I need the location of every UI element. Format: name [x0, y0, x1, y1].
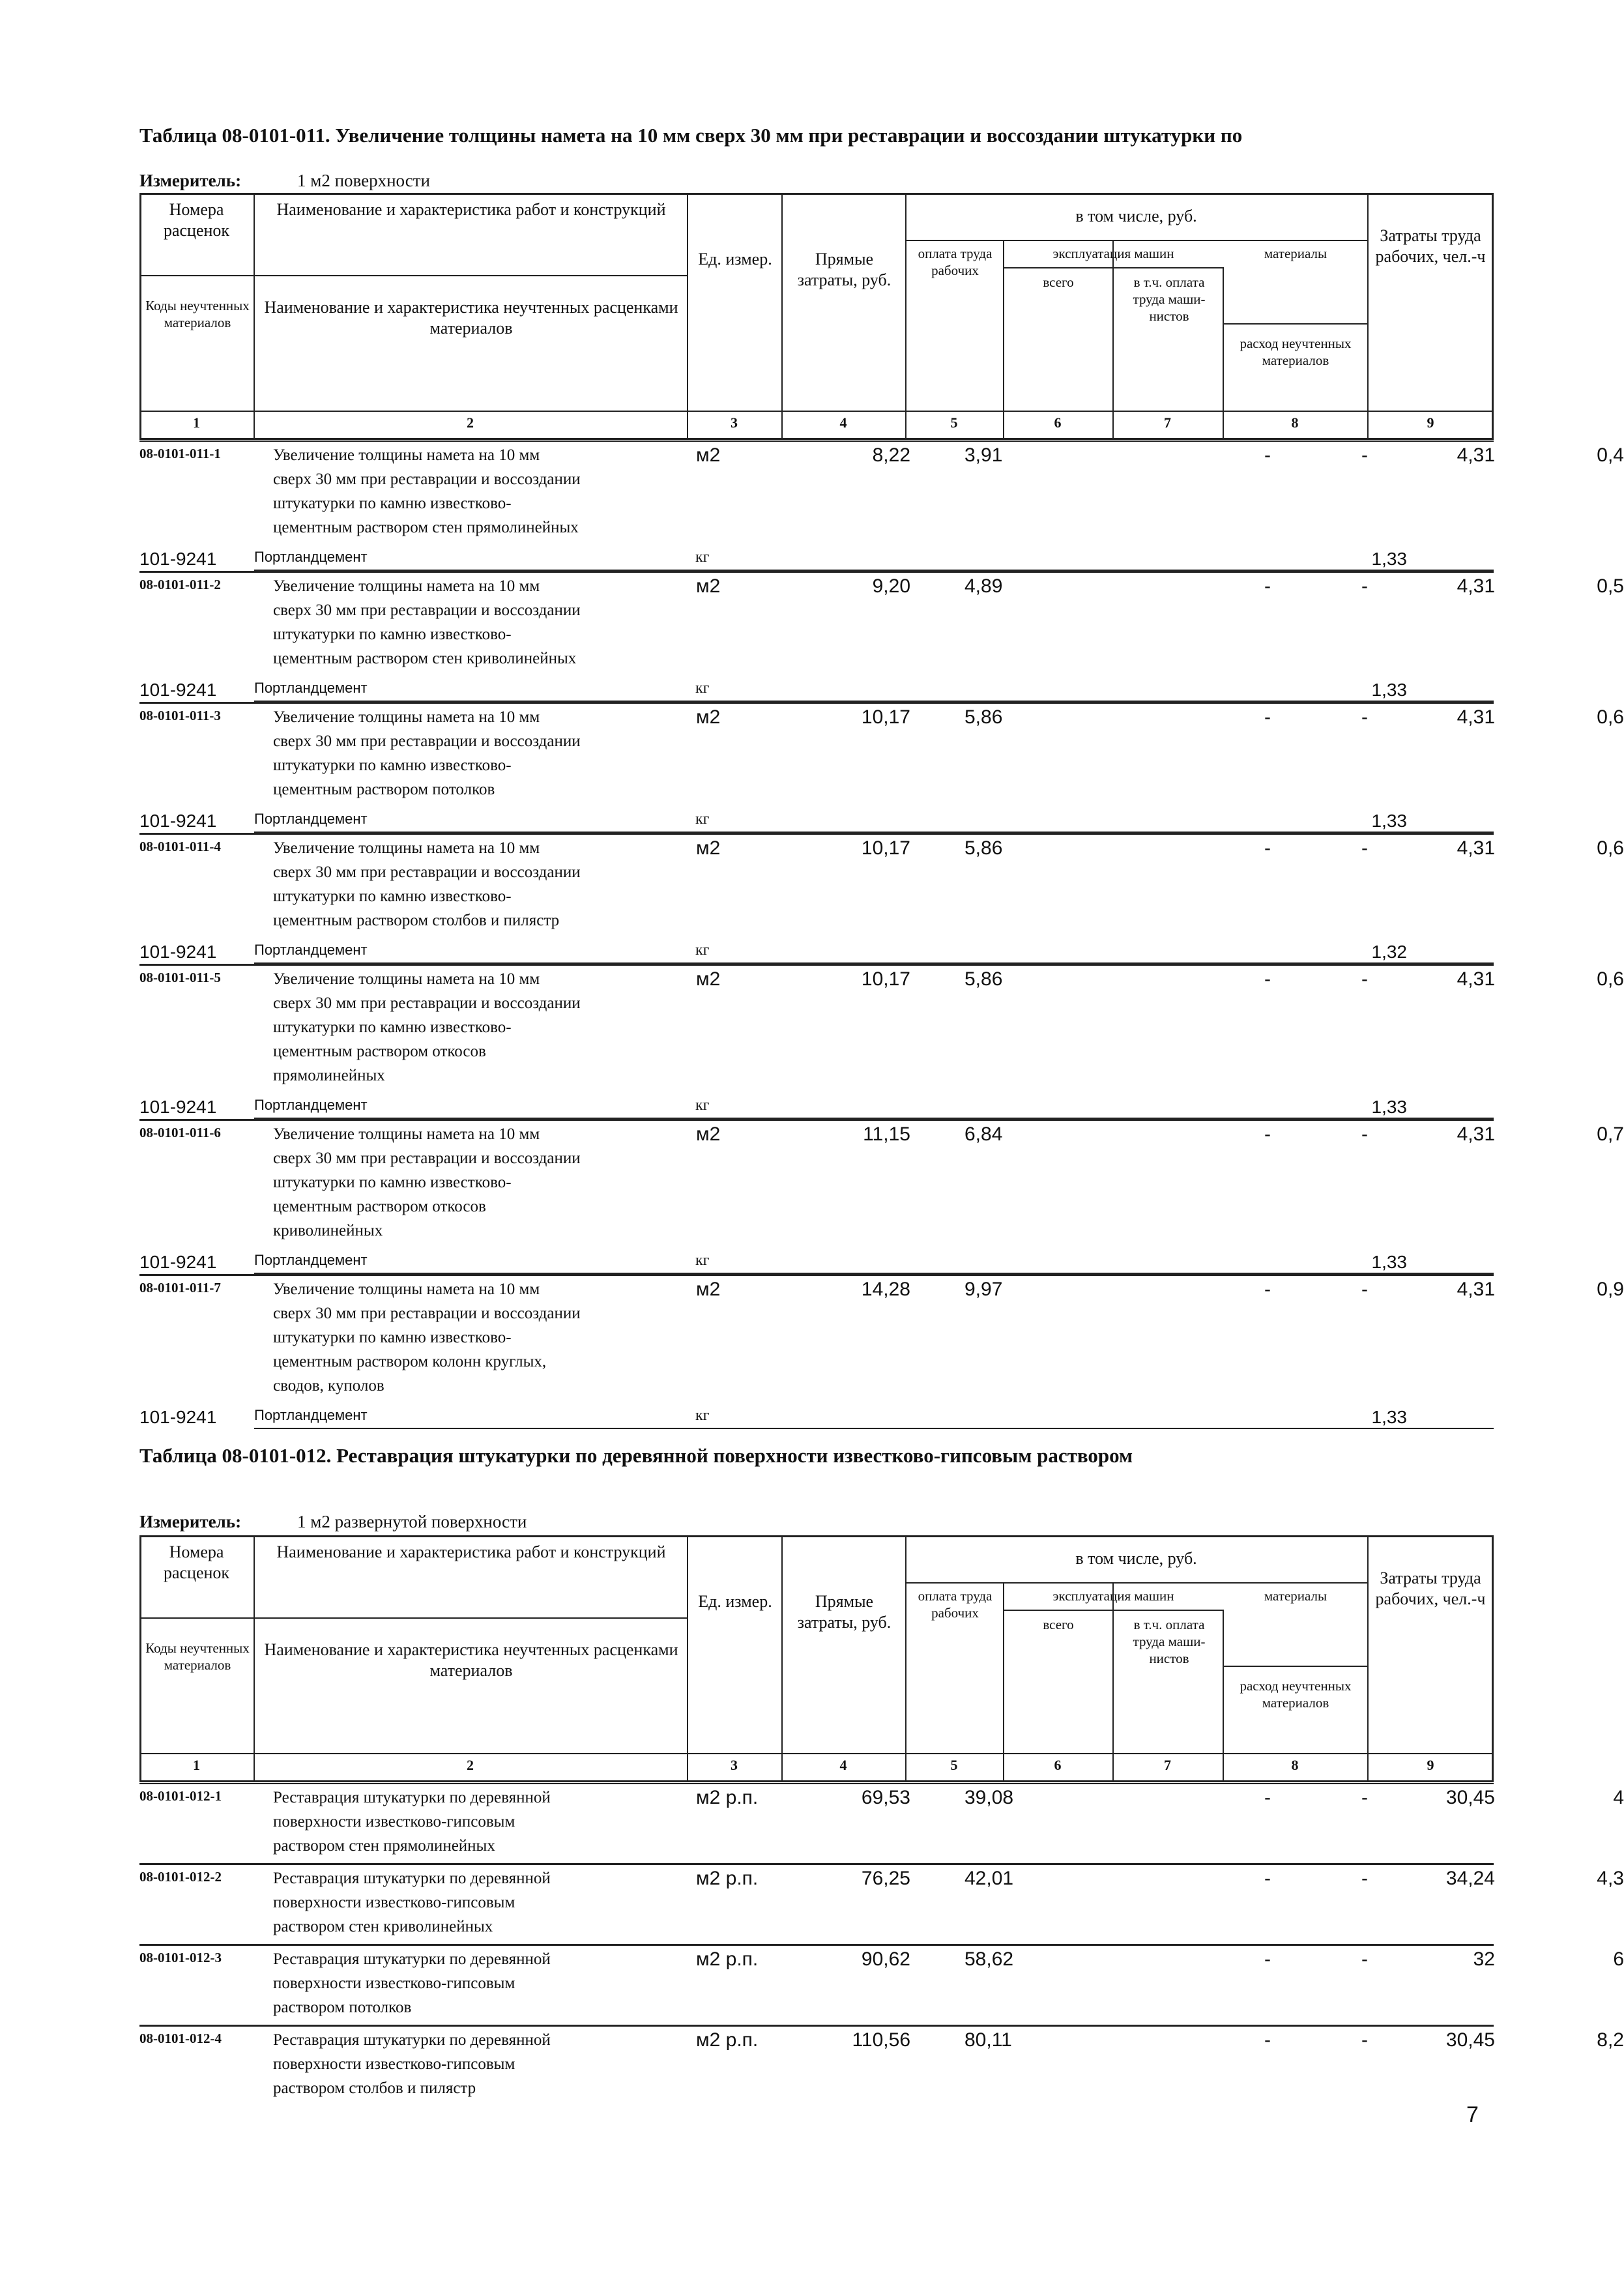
machine-total: -: [1264, 1787, 1271, 1808]
rate-row: [139, 571, 1624, 676]
materials-cost: 4,31: [1457, 444, 1495, 466]
unit: м2: [696, 575, 721, 597]
work-description: Увеличение толщины намета на 10 мм сверх 30 мм при реставрации и воссоздании штукатурки по камню известково- цементным раствором откосов прямолинейных: [273, 970, 581, 1084]
rate-code: 08-0101-011-6: [139, 1125, 221, 1140]
worker-pay: 58,62: [964, 1948, 1014, 1970]
operator-pay: -: [1361, 1279, 1368, 1300]
header-machine-total: всего: [1043, 274, 1074, 290]
rate-code: 08-0101-011-2: [139, 577, 221, 592]
direct-costs: 90,62: [861, 1948, 910, 1970]
header-work-name: Наименование и характеристика работ и конструкций: [276, 200, 666, 219]
operator-pay: -: [1361, 1948, 1368, 1970]
rate-row: [139, 441, 1624, 545]
materials-cost: 4,31: [1457, 1279, 1495, 1300]
material-row: [139, 1248, 1494, 1274]
material-code: 101-9241: [139, 1407, 217, 1427]
header-material-codes: Коды неучтенных материалов: [145, 1640, 250, 1673]
rate-code: 08-0101-012-2: [139, 1869, 222, 1885]
rate-code: 08-0101-012-4: [139, 2031, 222, 2046]
direct-costs: 10,17: [861, 837, 910, 859]
rate-code: 08-0101-012-3: [139, 1950, 222, 1965]
work-description: Увеличение толщины намета на 10 мм сверх 30 мм при реставрации и воссоздании штукатурки по камню известково- цементным раствором стен криволинейных: [273, 577, 581, 667]
column-number: 8: [1291, 1757, 1299, 1773]
operator-pay: -: [1361, 706, 1368, 728]
operator-pay: -: [1361, 2029, 1368, 2051]
header-labor-costs: Затраты труда рабочих, чел.-ч: [1375, 1569, 1486, 1608]
table2-title: Таблица 08-0101-012. Реставрация штукатурки по деревянной поверхности известково-гипсовым раствором: [139, 1444, 1133, 1467]
material-unit: кг: [695, 1407, 710, 1424]
work-description: Увеличение толщины намета на 10 мм сверх 30 мм при реставрации и воссоздании штукатурки по камню известково- цементным раствором стен прямолинейных: [273, 446, 581, 536]
machine-total: -: [1264, 2029, 1271, 2051]
material-quantity: 1,33: [1371, 1097, 1407, 1117]
worker-pay: 5,86: [964, 706, 1003, 728]
labor-costs: 0,6: [1597, 968, 1624, 990]
rate-code: 08-0101-011-3: [139, 708, 221, 723]
grid-line: [139, 1535, 1494, 1537]
grid-line: [139, 275, 687, 276]
rate-code: 08-0101-011-1: [139, 446, 221, 461]
header-materials: материалы: [1264, 1588, 1327, 1604]
work-description: Увеличение толщины намета на 10 мм сверх 30 мм при реставрации и воссоздании штукатурки по камню известково- цементным раствором потолков: [273, 708, 581, 798]
rate-row: [139, 1274, 1624, 1403]
direct-costs: 110,56: [852, 2029, 910, 2051]
table1-title: Таблица 08-0101-011. Увеличение толщины намета на 10 мм сверх 30 мм при реставрации и воссоздании штукатурки по: [139, 124, 1243, 147]
header-material-names: Наименование и характеристика неучтенных расценками материалов: [264, 1640, 678, 1680]
direct-costs: 14,28: [861, 1279, 910, 1300]
worker-pay: 5,86: [964, 837, 1003, 859]
unit: м2: [696, 837, 721, 859]
column-number: 5: [950, 1757, 958, 1773]
material-quantity: 1,33: [1371, 680, 1407, 700]
labor-costs: 6: [1613, 1948, 1624, 1970]
header-machine-exploitation: эксплуатация машин: [1052, 246, 1174, 261]
work-description: Реставрация штукатурки по деревянной поверхности известково-гипсовым раствором потолков: [273, 1950, 551, 2016]
material-code: 101-9241: [139, 680, 217, 700]
grid-line: [1003, 1582, 1004, 1782]
header-labor-costs: Затраты труда рабочих, чел.-ч: [1375, 226, 1486, 266]
materials-cost: 4,31: [1457, 575, 1495, 597]
header-material-names: Наименование и характеристика неучтенных расценками материалов: [264, 298, 678, 338]
unit: м2: [696, 1279, 721, 1300]
grid-line: [1223, 323, 1367, 325]
header-direct-costs: Прямые затраты, руб.: [797, 1592, 892, 1632]
material-code: 101-9241: [139, 549, 217, 569]
column-number: 7: [1164, 1757, 1171, 1773]
column-number: 4: [839, 1757, 847, 1773]
grid-line: [905, 1535, 906, 1782]
material-row: [139, 676, 1494, 702]
labor-costs: 0,5: [1597, 575, 1624, 597]
work-description: Реставрация штукатурки по деревянной поверхности известково-гипсовым раствором стен криволинейных: [273, 1870, 551, 1935]
grid-line: [1003, 267, 1223, 268]
material-quantity: 1,33: [1371, 811, 1407, 831]
direct-costs: 9,20: [872, 575, 910, 597]
grid-line: [139, 1780, 1494, 1782]
rate-code: 08-0101-011-4: [139, 839, 221, 854]
machine-total: -: [1264, 575, 1271, 597]
material-name: Портландцемент: [254, 1097, 368, 1113]
rate-row: [139, 1863, 1624, 1944]
direct-costs: 10,17: [861, 968, 910, 990]
material-unit: кг: [695, 549, 710, 566]
header-rate-numbers: Номера расценок: [163, 1542, 230, 1582]
worker-pay: 80,11: [964, 2029, 1012, 2051]
column-number: 3: [731, 1757, 738, 1773]
labor-costs: 0,9: [1597, 1279, 1624, 1300]
labor-costs: 0,4: [1597, 444, 1624, 466]
direct-costs: 11,15: [863, 1123, 910, 1145]
column-number: 9: [1427, 1757, 1434, 1773]
header-material-expense: расход неучтенных материалов: [1240, 1678, 1352, 1711]
unit: м2: [696, 968, 721, 990]
machine-total: -: [1264, 1868, 1271, 1889]
worker-pay: 5,86: [964, 968, 1003, 990]
measure-value: 1 м2 поверхности: [297, 171, 430, 190]
column-number: 1: [193, 1757, 200, 1773]
machine-total: -: [1264, 837, 1271, 859]
column-number: 4: [839, 414, 847, 431]
labor-costs: 8,2: [1597, 2029, 1624, 2051]
table1-body: [139, 441, 1624, 1429]
grid-line: [139, 411, 1494, 412]
operator-pay: -: [1361, 575, 1368, 597]
grid-line: [139, 1753, 1494, 1754]
material-quantity: 1,33: [1371, 549, 1407, 569]
rate-code: 08-0101-012-1: [139, 1788, 222, 1804]
material-code: 101-9241: [139, 1252, 217, 1272]
unit: м2 р.п.: [696, 1787, 759, 1808]
material-name: Портландцемент: [254, 680, 368, 696]
material-name: Портландцемент: [254, 1252, 368, 1268]
material-unit: кг: [695, 680, 710, 697]
work-description: Увеличение толщины намета на 10 мм сверх 30 мм при реставрации и воссоздании штукатурки по камню известково- цементным раствором откосов криволинейных: [273, 1125, 581, 1239]
material-unit: кг: [695, 1252, 710, 1269]
grid-line: [254, 193, 255, 440]
grid-line: [139, 1617, 687, 1619]
page-number: 7: [1466, 2102, 1479, 2127]
machine-total: -: [1264, 1123, 1271, 1145]
rate-row: [139, 702, 1624, 807]
header-operator-pay: в т.ч. оплата труда маши-нистов: [1133, 1617, 1206, 1666]
column-number: 2: [467, 1757, 474, 1773]
material-row: [139, 1403, 1494, 1429]
grid-line: [905, 193, 906, 440]
material-row: [139, 545, 1494, 571]
material-row: [139, 807, 1494, 833]
unit: м2: [696, 444, 721, 466]
operator-pay: -: [1361, 837, 1368, 859]
column-number: 8: [1291, 414, 1299, 431]
header-operator-pay: в т.ч. оплата труда маши-нистов: [1133, 274, 1206, 324]
work-description: Увеличение толщины намета на 10 мм сверх 30 мм при реставрации и воссоздании штукатурки по камню известково- цементным раствором колонн круглых, сводов, куполов: [273, 1280, 581, 1395]
header-unit: Ед. измер.: [698, 250, 772, 268]
rate-row: [139, 1944, 1624, 2025]
header-work-name: Наименование и характеристика работ и конструкций: [276, 1542, 666, 1561]
materials-cost: 30,45: [1445, 2029, 1495, 2051]
grid-line: [687, 193, 688, 440]
table2-body: [139, 1783, 1624, 2105]
grid-line: [1223, 1666, 1367, 1667]
labor-costs: 0,6: [1597, 706, 1624, 728]
worker-pay: 6,84: [964, 1123, 1003, 1145]
operator-pay: -: [1361, 1123, 1368, 1145]
header-worker-pay: оплата труда рабочих: [918, 246, 993, 278]
machine-total: -: [1264, 968, 1271, 990]
column-number: 9: [1427, 414, 1434, 431]
material-quantity: 1,33: [1371, 1252, 1407, 1272]
table1-measure: [139, 171, 430, 191]
direct-costs: 8,22: [872, 444, 910, 466]
column-number: 6: [1054, 1757, 1062, 1773]
rate-row: [139, 964, 1624, 1093]
grid-line: [905, 240, 1367, 241]
rate-row: [139, 833, 1624, 938]
column-number: 1: [193, 414, 200, 431]
worker-pay: 39,08: [964, 1787, 1014, 1808]
materials-cost: 30,45: [1445, 1787, 1495, 1808]
header-material-codes: Коды неучтенных материалов: [145, 298, 250, 330]
operator-pay: -: [1361, 1787, 1368, 1808]
header-worker-pay: оплата труда рабочих: [918, 1588, 993, 1621]
materials-cost: 4,31: [1457, 968, 1495, 990]
material-unit: кг: [695, 1097, 710, 1114]
work-description: Реставрация штукатурки по деревянной поверхности известково-гипсовым раствором стен прямолинейных: [273, 1789, 551, 1855]
operator-pay: -: [1361, 444, 1368, 466]
grid-line: [1112, 1582, 1114, 1782]
rate-row: [139, 1119, 1624, 1248]
grid-line: [781, 193, 783, 440]
material-unit: кг: [695, 942, 710, 959]
material-unit: кг: [695, 811, 710, 828]
grid-line: [1003, 240, 1004, 440]
measure-value: 1 м2 развернутой поверхности: [297, 1512, 527, 1531]
table1-header: [139, 193, 1494, 454]
material-quantity: 1,32: [1371, 942, 1407, 962]
materials-cost: 4,31: [1457, 1123, 1495, 1145]
unit: м2: [696, 706, 721, 728]
direct-costs: 69,53: [861, 1787, 910, 1808]
column-number: 2: [467, 414, 474, 431]
machine-total: -: [1264, 1948, 1271, 1970]
material-name: Портландцемент: [254, 549, 368, 565]
materials-cost: 34,24: [1445, 1868, 1495, 1889]
table2-measure: [139, 1512, 527, 1532]
rate-row: [139, 1783, 1624, 1863]
grid-line: [254, 1535, 255, 1782]
grid-line: [687, 1535, 688, 1782]
machine-total: -: [1264, 1279, 1271, 1300]
material-code: 101-9241: [139, 811, 217, 831]
material-name: Портландцемент: [254, 1407, 368, 1423]
operator-pay: -: [1361, 968, 1368, 990]
operator-pay: -: [1361, 1868, 1368, 1889]
header-materials: материалы: [1264, 246, 1327, 261]
material-code: 101-9241: [139, 1097, 217, 1117]
labor-costs: 0,7: [1597, 1123, 1624, 1145]
unit: м2 р.п.: [696, 1868, 759, 1889]
rate-code: 08-0101-011-5: [139, 970, 221, 985]
header-unit: Ед. измер.: [698, 1592, 772, 1611]
material-code: 101-9241: [139, 942, 217, 962]
header-machine-total: всего: [1043, 1617, 1074, 1632]
column-number: 7: [1164, 414, 1171, 431]
worker-pay: 42,01: [964, 1868, 1014, 1889]
materials-cost: 32: [1473, 1948, 1495, 1970]
grid-line: [139, 193, 1494, 195]
header-including: в том числе, руб.: [1075, 1549, 1197, 1568]
unit: м2 р.п.: [696, 1948, 759, 1970]
header-direct-costs: Прямые затраты, руб.: [797, 250, 892, 289]
grid-line: [1112, 240, 1114, 440]
direct-costs: 10,17: [861, 706, 910, 728]
header-material-expense: расход неучтенных материалов: [1240, 336, 1352, 368]
labor-costs: 4: [1613, 1787, 1624, 1808]
grid-line: [905, 1582, 1367, 1584]
machine-total: -: [1264, 706, 1271, 728]
table2-header: [139, 1535, 1494, 1796]
labor-costs: 0,6: [1597, 837, 1624, 859]
machine-total: -: [1264, 444, 1271, 466]
work-description: Увеличение толщины намета на 10 мм сверх 30 мм при реставрации и воссоздании штукатурки по камню известково- цементным раствором столбов и пилястр: [273, 839, 581, 929]
material-quantity: 1,33: [1371, 1407, 1407, 1427]
worker-pay: 9,97: [964, 1279, 1003, 1300]
material-name: Портландцемент: [254, 811, 368, 827]
header-rate-numbers: Номера расценок: [163, 200, 230, 240]
rate-row: [139, 2025, 1624, 2105]
column-number: 6: [1054, 414, 1062, 431]
materials-cost: 4,31: [1457, 837, 1495, 859]
worker-pay: 3,91: [964, 444, 1003, 466]
labor-costs: 4,3: [1597, 1868, 1624, 1889]
unit: м2 р.п.: [696, 2029, 759, 2051]
header-including: в том числе, руб.: [1075, 207, 1197, 225]
material-row: [139, 1093, 1494, 1119]
grid-line: [1003, 1610, 1223, 1611]
column-number: 3: [731, 414, 738, 431]
rate-code: 08-0101-011-7: [139, 1280, 221, 1295]
measure-label: Измеритель:: [139, 171, 242, 190]
work-description: Реставрация штукатурки по деревянной поверхности известково-гипсовым раствором столбов и пилястр: [273, 2031, 551, 2097]
material-row: [139, 938, 1494, 964]
materials-cost: 4,31: [1457, 706, 1495, 728]
column-number: 5: [950, 414, 958, 431]
worker-pay: 4,89: [964, 575, 1003, 597]
material-name: Портландцемент: [254, 942, 368, 958]
measure-label: Измеритель:: [139, 1512, 242, 1531]
grid-line: [781, 1535, 783, 1782]
direct-costs: 76,25: [861, 1868, 910, 1889]
header-machine-exploitation: эксплуатация машин: [1052, 1588, 1174, 1604]
unit: м2: [696, 1123, 721, 1145]
grid-line: [139, 438, 1494, 440]
